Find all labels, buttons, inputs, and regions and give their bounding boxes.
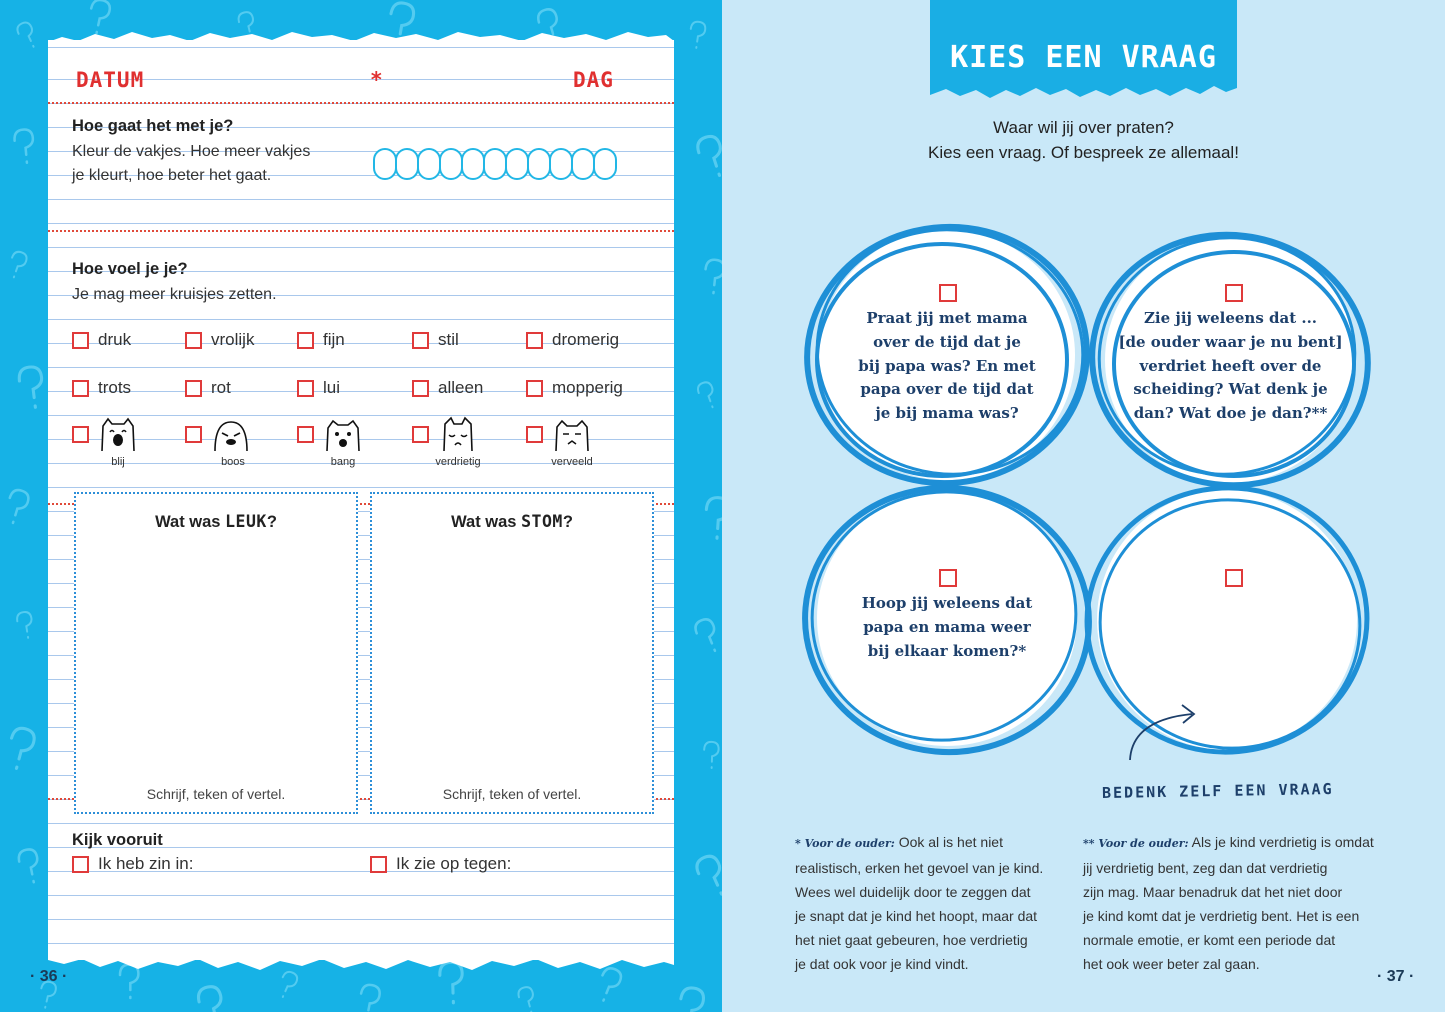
feeling-option[interactable] [412, 330, 459, 350]
own-question-label: BEDENK ZELF EEN VRAAG [1101, 779, 1334, 803]
question-mark-icon [688, 21, 706, 49]
feeling-label: lui [323, 378, 341, 397]
mood-question-title: Hoe gaat het met je? [72, 117, 234, 135]
question-mark-icon [704, 497, 722, 539]
emotion-label: verdrietig [435, 456, 481, 468]
checkbox[interactable] [72, 426, 89, 443]
feelings-question-title: Hoe voel je je? [72, 260, 188, 278]
question-mark-icon [704, 742, 719, 769]
feeling-label: druk [98, 330, 132, 349]
question-mark-icon [196, 985, 227, 1012]
question-checkbox[interactable] [1225, 569, 1243, 587]
checkbox[interactable] [412, 380, 429, 397]
checkbox[interactable] [297, 380, 314, 397]
happy-face-icon [98, 416, 138, 452]
feelings-instructions: Je mag meer kruisjes zetten. [72, 286, 277, 303]
mood-cell[interactable] [418, 149, 440, 179]
checkbox[interactable] [185, 380, 202, 397]
feeling-option[interactable] [185, 378, 231, 398]
emotion-option[interactable] [526, 416, 592, 452]
question-checkbox[interactable] [939, 569, 957, 587]
question-mark-icon [15, 20, 39, 50]
checkbox[interactable] [185, 426, 202, 443]
divider [48, 102, 674, 104]
right-page [722, 0, 1445, 1012]
mood-instructions [72, 140, 310, 187]
intro-line: Kies een vraag. Of bespreek ze allemaal! [928, 142, 1239, 162]
question-mark-icon [694, 853, 722, 899]
divider [48, 230, 674, 232]
question-1: Praat jij met mama over de tijd dat je bij papa was? En met papa over de tijd dat je bij mama was? [858, 309, 1036, 423]
lookahead-title: Kijk vooruit [72, 831, 163, 849]
lookahead-option[interactable] [370, 854, 511, 874]
parent-note-2: ** Voor de ouder: Als je kind verdrietig is omdat jij verdrietig bent, zeg dan dat verdrietig zijn mag. Maar benadruk dat het niet door je kind komt dat je verdrietig bent. Het is een normale emotie, er komt een periode dat het ook weer beter zal gaan. [1083, 834, 1374, 972]
stupid-box-title: Wat was STOM? [451, 512, 573, 531]
feeling-label: stil [438, 330, 459, 349]
bored-face-icon [552, 416, 592, 452]
checkbox[interactable] [412, 332, 429, 349]
checkbox[interactable] [526, 426, 543, 443]
question-mark-icon [14, 129, 35, 164]
question-checkbox[interactable] [1225, 284, 1243, 302]
mood-cell[interactable] [396, 149, 418, 179]
question-mark-icon [18, 366, 45, 409]
question-mark-icon [3, 488, 30, 525]
mood-instruction-line: Kleur de vakjes. Hoe meer vakjes [72, 143, 311, 160]
intro-line: Waar wil jij over praten? [993, 118, 1174, 137]
emotion-option[interactable] [185, 416, 251, 452]
mood-cell[interactable] [550, 149, 572, 179]
question-2: Zie jij weleens dat ... [de ouder waar je nu bent] verdriet heeft over de scheiding? Wat denk je dan? Wat doe je dan?** [1118, 309, 1343, 423]
question-mark-icon [275, 970, 299, 1000]
checkbox[interactable] [297, 426, 314, 443]
checkbox[interactable] [370, 856, 387, 873]
mood-cell[interactable] [528, 149, 550, 179]
emotion-option[interactable] [72, 416, 138, 452]
mood-instruction-line: je kleurt, hoe beter het gaat. [72, 166, 272, 184]
stupid-box-footer: Schrijf, teken of vertel. [442, 786, 582, 802]
page-number-left: · 36 · [30, 968, 68, 985]
emotion-label: verveeld [551, 456, 593, 468]
question-mark-icon [17, 848, 41, 884]
question-mark-icon [357, 983, 381, 1012]
question-3: Hoop jij weleens dat papa en mama weer bij elkaar komen?* [861, 594, 1033, 660]
question-mark-icon [693, 617, 722, 655]
feeling-label: mopperig [552, 378, 623, 397]
feeling-option[interactable] [297, 330, 345, 350]
stupid-box[interactable] [370, 492, 654, 814]
fun-box-title: Wat was LEUK? [155, 512, 277, 531]
question-mark-icon [517, 986, 538, 1012]
feeling-option[interactable] [72, 378, 131, 398]
feeling-option[interactable] [297, 378, 340, 398]
emotion-label: boos [221, 456, 245, 468]
question-mark-icon [16, 611, 34, 639]
fun-box-footer: Schrijf, teken of vertel. [146, 786, 286, 802]
date-label: DATUM [76, 68, 145, 92]
checkbox[interactable] [526, 332, 543, 349]
mood-cell[interactable] [506, 149, 528, 179]
mood-cell[interactable] [374, 149, 396, 179]
checkbox[interactable] [185, 332, 202, 349]
checkbox[interactable] [297, 332, 314, 349]
lookahead-option[interactable] [72, 854, 193, 874]
mood-cell[interactable] [462, 149, 484, 179]
checkbox[interactable] [526, 380, 543, 397]
page-number-right: · 37 · [1377, 968, 1415, 985]
checkbox[interactable] [72, 380, 89, 397]
checkbox[interactable] [412, 426, 429, 443]
feeling-label: trots [98, 378, 132, 397]
mood-cell[interactable] [440, 149, 462, 179]
checkbox[interactable] [72, 856, 89, 873]
mood-cell[interactable] [484, 149, 506, 179]
fun-box[interactable] [74, 492, 358, 814]
question-mark-icon [677, 986, 705, 1012]
question-mark-icon [6, 250, 28, 279]
checkbox[interactable] [72, 332, 89, 349]
scared-face-icon [323, 416, 363, 452]
feeling-option[interactable] [72, 330, 131, 350]
question-mark-icon [695, 134, 722, 180]
page-title: KIES EEN VRAAG [950, 40, 1217, 75]
sad-face-icon [438, 416, 478, 452]
question-checkbox[interactable] [939, 284, 957, 302]
question-mark-icon [4, 726, 36, 771]
feeling-option[interactable] [185, 330, 254, 350]
feeling-label: alleen [438, 378, 484, 397]
question-mark-icon [696, 381, 718, 410]
feeling-label: fijn [323, 330, 345, 349]
emotion-label: blij [111, 456, 125, 468]
journal-paper [48, 40, 674, 960]
left-page [0, 0, 722, 1012]
lookahead-label: Ik heb zin in: [98, 854, 194, 873]
feeling-label: dromerig [552, 330, 620, 349]
mood-cell[interactable] [572, 149, 594, 179]
feeling-option[interactable] [526, 378, 623, 398]
star-label: * [370, 68, 384, 92]
question-mark-icon [703, 259, 722, 294]
feeling-label: vrolijk [211, 330, 255, 349]
emotion-label: bang [330, 456, 356, 468]
feeling-option[interactable] [412, 378, 483, 398]
mood-scale[interactable] [372, 146, 618, 184]
angry-face-icon [211, 416, 251, 452]
emotion-option[interactable] [297, 416, 363, 452]
feeling-label: rot [211, 378, 231, 397]
emotion-option[interactable] [412, 416, 478, 452]
parent-note-1: * Voor de ouder: Ook al is het niet realistisch, erken het gevoel van je kind. Wees wel duidelijk door te zeggen dat je snapt dat je kind het hoopt, maar dat het niet gaat gebeuren, hoe verdrietig je dat ook voor je kind vindt. [795, 834, 1044, 972]
mood-cell[interactable] [594, 149, 616, 179]
feeling-option[interactable] [526, 330, 619, 350]
lookahead-label: Ik zie op tegen: [396, 854, 512, 873]
day-label: DAG [573, 68, 614, 92]
